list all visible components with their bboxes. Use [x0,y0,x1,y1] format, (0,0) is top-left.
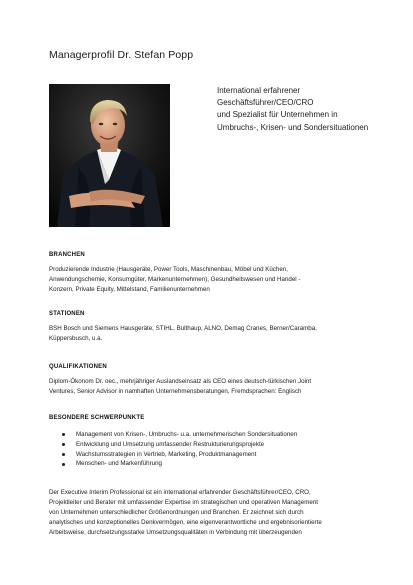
text-line: Ventures, Senior Advisor in namhaften Unternehmensberatungen, Fremdsprachen: Englisch [49,388,302,395]
text-line: Produzierende Industrie (Hausgeräte, Power Tools, Maschinenbau, Möbel und Küchen, [49,266,288,273]
tagline-line: International erfahrener [217,86,301,95]
text-line: Küppersbusch, u.a. [49,335,103,342]
qualifikationen-text [49,377,369,397]
text-line: Anwendungschemie, Konsumgüter, Markenunternehmen), Gesundheitswesen und Handel - [49,276,301,283]
heading-qualifikationen: QUALIFIKATIONEN [49,364,107,370]
text-line: von Unternehmen unterschiedlicher Größenordnungen und Branchen. Er zeichnet sich durch [49,509,304,516]
tagline-line: Geschäftsführer/CEO/CRO [217,98,314,108]
branchen-text [49,265,369,295]
tagline [217,85,368,134]
text-line: BSH Bosch und Siemens Hausgeräte, STIHL, Bulthaup, ALNO, Demag Cranes, Berner/Caramba, [49,325,317,332]
text-line: Konzern, Private Equity, Mittelstand, Familienunternehmen [49,286,210,293]
schwerpunkte-list [62,430,297,469]
list-item: Menschen- und Markenführung [62,459,297,469]
tagline-line: und Spezialist für Unternehmen in [217,110,338,120]
text-line: Diplom-Ökonom Dr. oec., mehrjähriger Auslandseinsatz als CEO eines deutsch-türkischen Joint [49,378,312,385]
list-item: Wachstumsstrategien in Vertrieb, Marketing, Produktmanagement [62,450,297,460]
heading-schwerpunkte: BESONDERE SCHWERPUNKTE [49,415,145,421]
heading-stationen: STATIONEN [49,311,85,317]
portrait-photo [49,84,170,227]
list-item: Entwicklung und Umsetzung umfassender Restrukturierungsprojekte [62,440,297,450]
text-line: analytisches und konzeptionelles Denkvermögen, eine eigenverantwortliche und ergebnisorientierte [49,519,322,526]
stationen-text [49,324,369,344]
page-title: Managerprofil Dr. Stefan Popp [49,49,194,61]
text-line: Arbeitsweise, durchsetzungsstarke Umsetzungsqualitäten in Verbindung mit überzeugenden [49,529,302,536]
text-line: Projektleiter und Berater mit umfassender Expertise im strategischen und operativen Management [49,499,318,506]
heading-branchen: BRANCHEN [49,252,85,258]
summary-text [49,488,369,538]
list-item: Management von Krisen-, Umbruchs- u.a. unternehmerischen Sondersituationen [62,430,297,440]
tagline-line: Umbruchs-, Krisen- und Sondersituationen [217,122,369,132]
text-line: Der Executive Interim Professional ist ein international erfahrender Geschäftsführer/CEO, CRO, [49,489,311,496]
